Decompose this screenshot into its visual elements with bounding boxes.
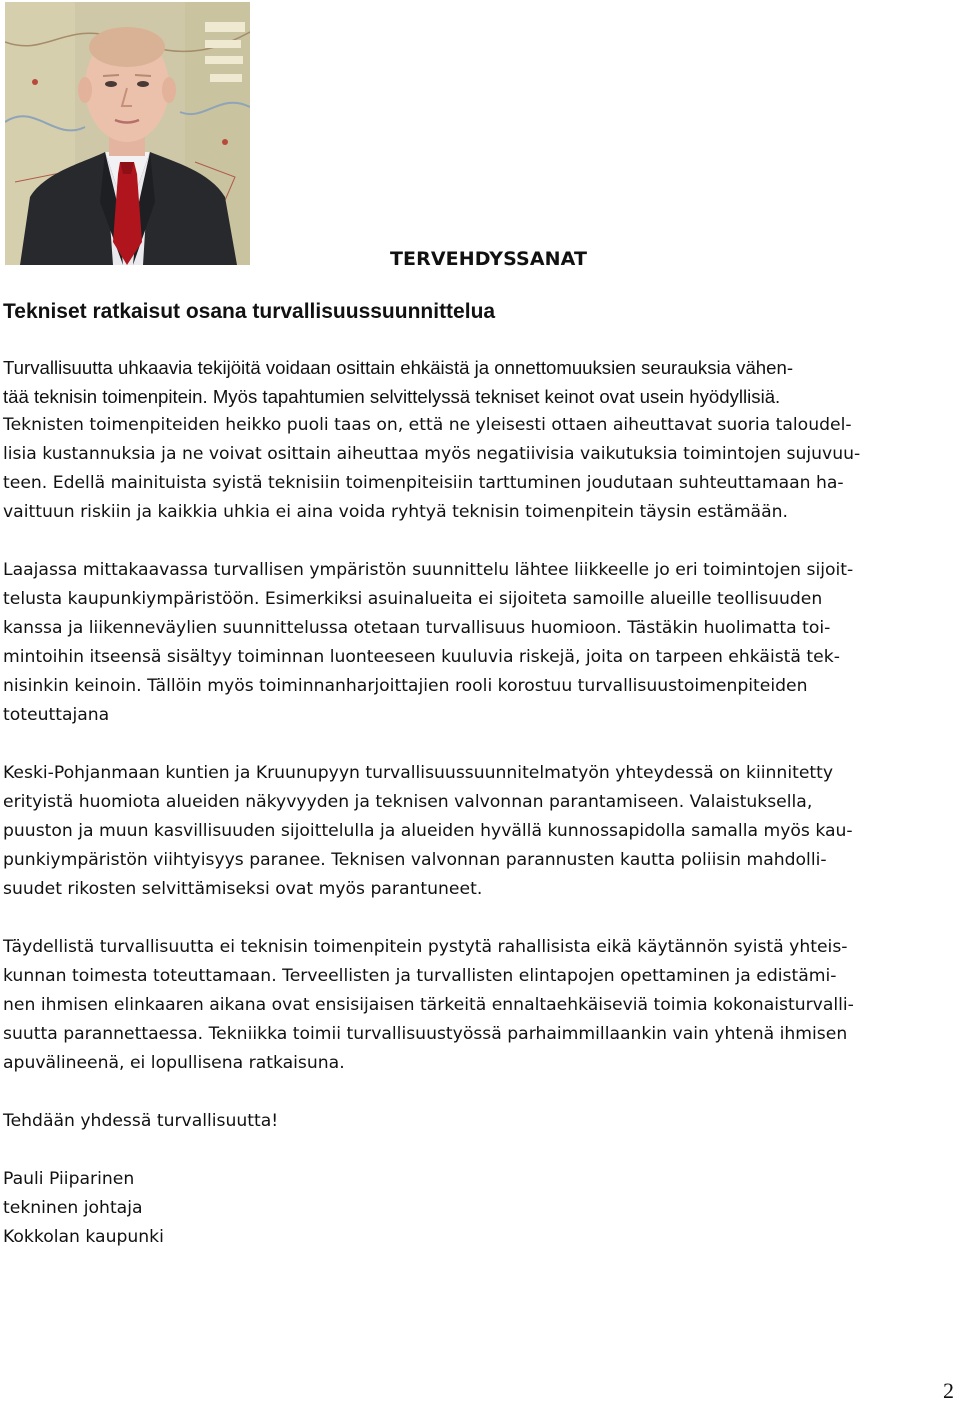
article-title: Tekniset ratkaisut osana turvallisuussuunnittelua bbox=[3, 300, 496, 323]
signature-block bbox=[3, 1165, 955, 1252]
paragraph-5 bbox=[3, 1107, 955, 1136]
paragraph-2 bbox=[3, 556, 955, 730]
text-line: toteuttajana bbox=[3, 705, 110, 725]
section-label: TERVEHDYSSANAT bbox=[390, 248, 588, 270]
text-line: mintoihin itseensä sisältyy toiminnan luonteeseen kuuluvia riskejä, joita on tarpeen ehkäistä tek- bbox=[3, 647, 840, 667]
text-line: kunnan toimesta toteuttamaan. Terveellisten ja turvallisten elintapojen opettaminen ja edistämi- bbox=[3, 966, 837, 986]
paragraph-4 bbox=[3, 933, 955, 1078]
signature-name: Pauli Piiparinen bbox=[3, 1169, 135, 1189]
text-line: telusta kaupunkiympäristöön. Esimerkiksi asuinalueita ei sijoiteta samoille alueille teollisuuden bbox=[3, 589, 823, 609]
signature-organization: Kokkolan kaupunki bbox=[3, 1227, 164, 1247]
author-portrait-photo bbox=[5, 2, 250, 265]
text-line: nen ihmisen elinkaaren aikana ovat ensisijaisen tärkeitä ennaltaehkäiseviä toimia kokonaisturvalli- bbox=[3, 995, 854, 1015]
text-line: tää teknisin toimenpitein. Myös tapahtumien selvittelyssä tekniset keinot ovat usein hyödyllisiä. bbox=[3, 386, 781, 407]
text-line: teen. Edellä mainituista syistä teknisiin toimenpiteisiin tarttuminen joudutaan suhteuttamaan ha- bbox=[3, 473, 844, 493]
text-line: nisinkin keinoin. Tällöin myös toiminnanharjoittajien rooli korostuu turvallisuustoimenpiteiden bbox=[3, 676, 808, 696]
text-line: erityistä huomiota alueiden näkyvyyden ja teknisen valvonnan parantamiseen. Valaistuksella, bbox=[3, 792, 813, 812]
paragraph-3 bbox=[3, 759, 955, 904]
text-line: Täydellistä turvallisuutta ei teknisin toimenpitein pystytä rahallisista eikä käytännön syistä yhteis- bbox=[3, 937, 848, 957]
text-line: Tehdään yhdessä turvallisuutta! bbox=[3, 1111, 279, 1131]
text-line: Turvallisuutta uhkaavia tekijöitä voidaan osittain ehkäistä ja onnettomuuksien seurauksia vähen- bbox=[3, 357, 794, 378]
text-line: apuvälineenä, ei lopullisena ratkaisuna. bbox=[3, 1053, 345, 1073]
text-line: suutta parannettaessa. Tekniikka toimii turvallisuustyössä parhaimmillaankin vain yhtenä ihmisen bbox=[3, 1024, 848, 1044]
text-line: puuston ja muun kasvillisuuden sijoittelulla ja alueiden hyvällä kunnossapidolla samalla myös kau- bbox=[3, 821, 853, 841]
signature-role: tekninen johtaja bbox=[3, 1198, 143, 1218]
page-number: 2 bbox=[943, 1378, 954, 1403]
paragraph-1 bbox=[3, 353, 955, 527]
text-line: lisia kustannuksia ja ne voivat osittain aiheuttaa myös negatiivisia vaikutuksia toimintojen sujuvuu- bbox=[3, 444, 861, 464]
text-line: Laajassa mittakaavassa turvallisen ympäristön suunnittelu lähtee liikkeelle jo eri toimintojen sijoit- bbox=[3, 560, 854, 580]
text-line: kanssa ja liikenneväylien suunnittelussa otetaan turvallisuus huomioon. Tästäkin huolimatta toi- bbox=[3, 618, 831, 638]
text-line: punkiympäristön viihtyisyys paranee. Teknisen valvonnan parannusten kautta poliisin mahdolli- bbox=[3, 850, 827, 870]
text-line: Teknisten toimenpiteiden heikko puoli taas on, että ne yleisesti ottaen aiheuttavat suoria taloudel- bbox=[3, 415, 852, 435]
text-line: Keski-Pohjanmaan kuntien ja Kruunupyyn turvallisuussuunnitelmatyön yhteydessä on kiinnitetty bbox=[3, 763, 834, 783]
text-line: vaittuun riskiin ja kaikkia uhkia ei aina voida ryhtyä teknisin toimenpitein täysin estämään. bbox=[3, 502, 788, 522]
article-body bbox=[3, 353, 955, 1281]
text-line: suudet rikosten selvittämiseksi ovat myös parantuneet. bbox=[3, 879, 483, 899]
